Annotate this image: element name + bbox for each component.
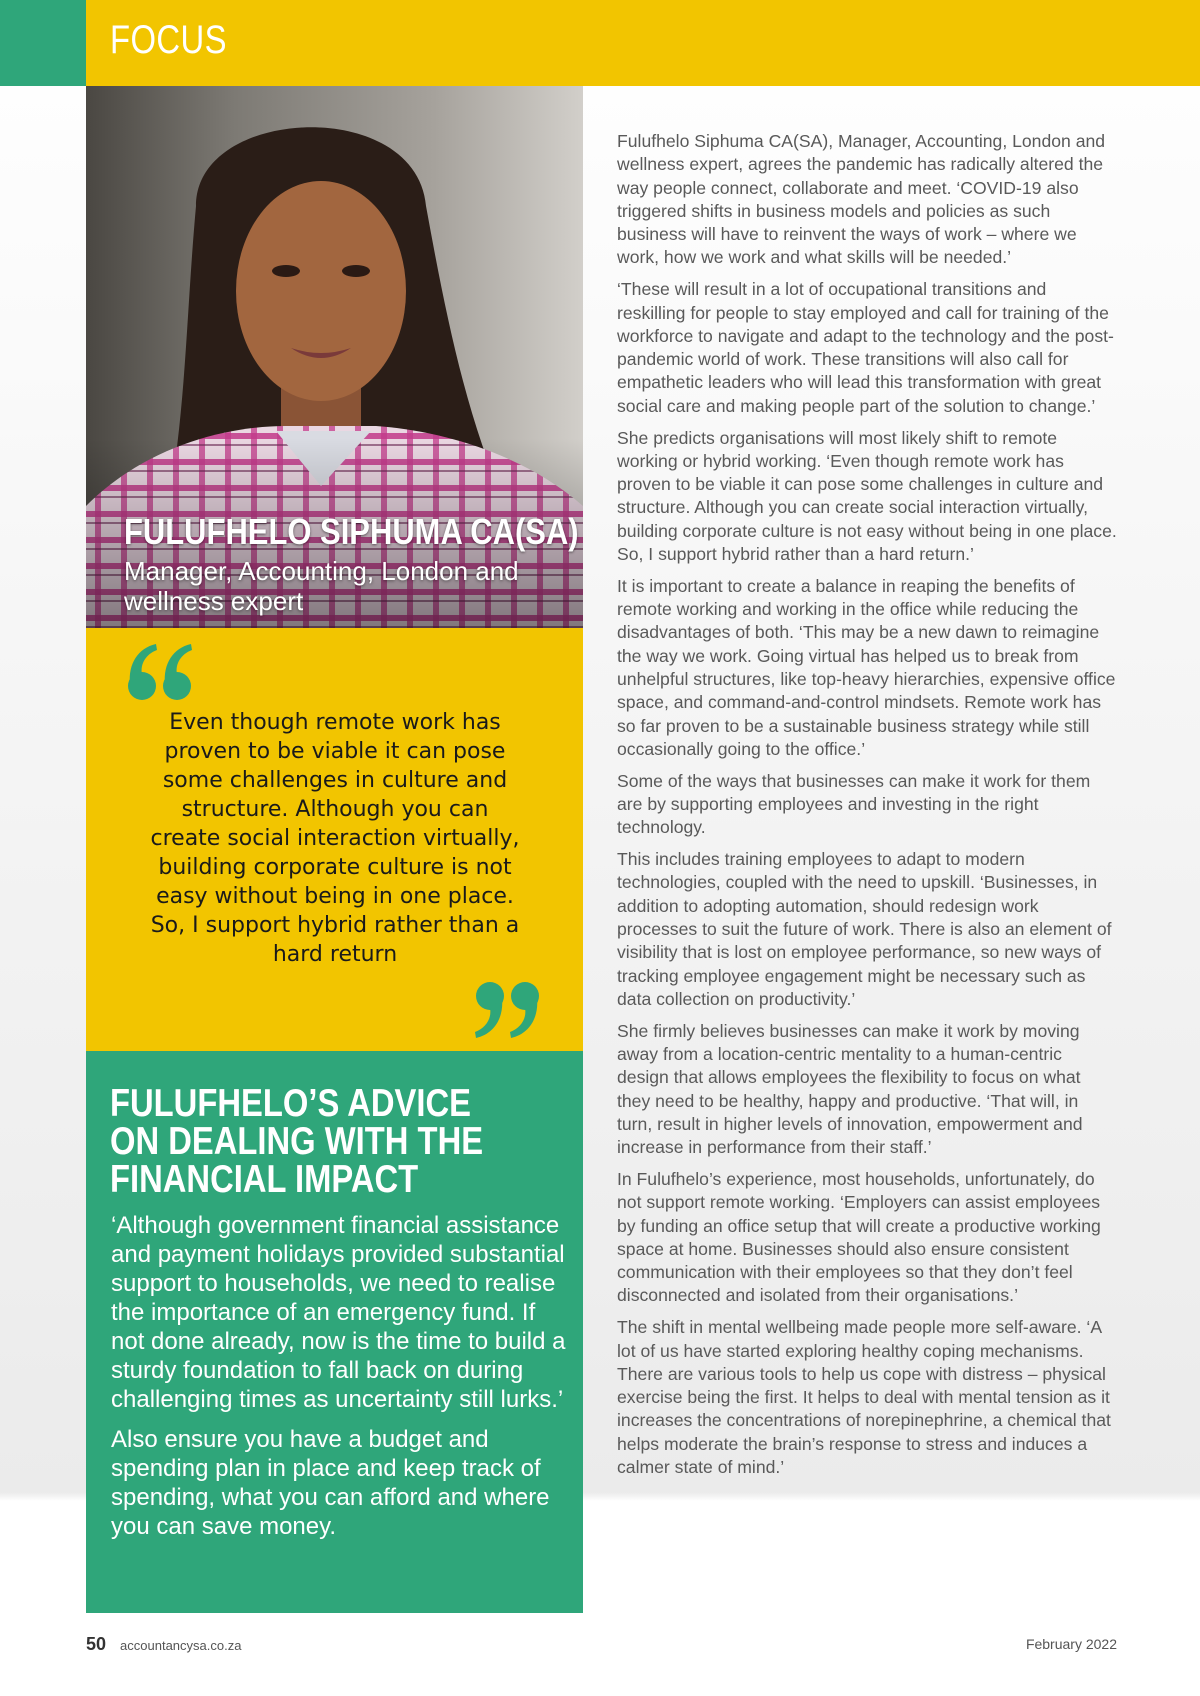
article-paragraph: She predicts organisations will most likely shift to remote working or hybrid working. ‘Even though remote work has proven to be viable it can pose some challenges in culture and structure. Although you can create social interaction virtually, building corporate culture is not easy without being in one place. So, I support hybrid rather than a hard return.’ [617, 427, 1117, 565]
profile-name: FULUFHELO SIPHUMA CA(SA) [124, 511, 579, 552]
close-quote-icon [471, 978, 541, 1040]
article-paragraph: It is important to create a balance in reaping the benefits of remote working and working in the office while reducing the disadvantages of both. ‘This may be a new dawn to reimagine the way we work. Going virtual has helped us to break from unhelpful structures, like top-heavy hierarchies, expensive office space, and command-and-control mindsets. Remote work has so far proven to be a sustainable business strategy while still occasionally going to the office.’ [617, 575, 1116, 759]
article-body [617, 130, 1117, 1488]
article-paragraph: Fulufhelo Siphuma CA(SA), Manager, Accounting, London and wellness expert, agrees the pandemic has radically altered the way people connect, collaborate and meet. ‘COVID-19 also triggered shifts in business models and policies as such business will have to reinvent the ways of work – where we work, how we work and what skills will be needed.’ [617, 131, 1106, 268]
pull-quote-panel [86, 628, 583, 1051]
header-bar [86, 0, 1200, 86]
advice-title: FULUFHELO’S ADVICE ON DEALING WITH THE FINANCIAL IMPACT [110, 1082, 484, 1201]
footer-left [86, 1634, 241, 1655]
profile-caption [124, 512, 584, 616]
profile-role: Manager, Accounting, London and wellness expert [124, 556, 519, 616]
article-paragraph: She firmly believes businesses can make it work by moving away from a location-centric mentality to a human-centric design that allows employees the flexibility to focus on what they need to be healthy, happy and productive. ‘That will, in turn, result in higher levels of innovation, empowerment and increase in performance from their staff.’ [617, 1020, 1083, 1158]
page-number: 50 [86, 1634, 107, 1654]
advice-paragraph: ‘Although government financial assistance and payment holidays provided substantial support to households, we need to realise the importance of an emergency fund. If not done already, now is the time to build a sturdy foundation to fall back on during challenging times as uncertainty still lurks.’ [111, 1212, 566, 1413]
header-green-block [0, 0, 86, 86]
article-paragraph: This includes training employees to adapt to modern technologies, coupled with the need to upskill. ‘Businesses, in addition to adopting automation, should redesign work processes to suit the future of work. There is also an element of visibility that is lost on employee performance, so new ways of tracking employee engagement might be necessary such as data collection on productivity.’ [617, 849, 1112, 1009]
advice-body [111, 1211, 571, 1552]
issue-date: February 2022 [1025, 1636, 1117, 1652]
advice-sidebar [86, 1051, 583, 1613]
open-quote-icon [126, 642, 196, 704]
advice-paragraph: Also ensure you have a budget and spending plan in place and keep track of spending, what you can afford and where you can save money. [111, 1426, 550, 1540]
pull-quote-text: Even though remote work has proven to be viable it can pose some challenges in culture and structure. Although you can create social interaction virtually, building corporate culture is not easy without being in one place. So, I support hybrid rather than a hard return [150, 710, 520, 967]
section-label: FOCUS [110, 18, 227, 62]
article-paragraph: Some of the ways that businesses can make it work for them are by supporting employees and investing in the right technology. [617, 770, 1091, 838]
site-url[interactable]: accountancysa.co.za [120, 1638, 242, 1653]
article-paragraph: The shift in mental wellbeing made people more self-aware. ‘A lot of us have started exploring healthy coping mechanisms. There are various tools to help us cope with distress – physical exercise being the first. It helps to deal with mental tension as it increases the concentrations of norepinephrine, a chemical that helps moderate the brain’s response to stress and induces a calmer state of mind.’ [617, 1317, 1111, 1478]
article-paragraph: ‘These will result in a lot of occupational transitions and reskilling for people to stay employed and call for training of the workforce to navigate and adapt to the technology and the post-pandemic world of work. These transitions will also call for empathetic leaders who will lead this transformation with great social care and making people part of the solution to change.’ [617, 279, 1114, 416]
article-paragraph: In Fulufhelo’s experience, most households, unfortunately, do not support remote working. ‘Employers can assist employees by funding an office setup that will create a productive working space at home. Businesses should also ensure consistent communication with their employees so that they don’t feel disconnected and isolated from their organisations.’ [617, 1168, 1101, 1306]
